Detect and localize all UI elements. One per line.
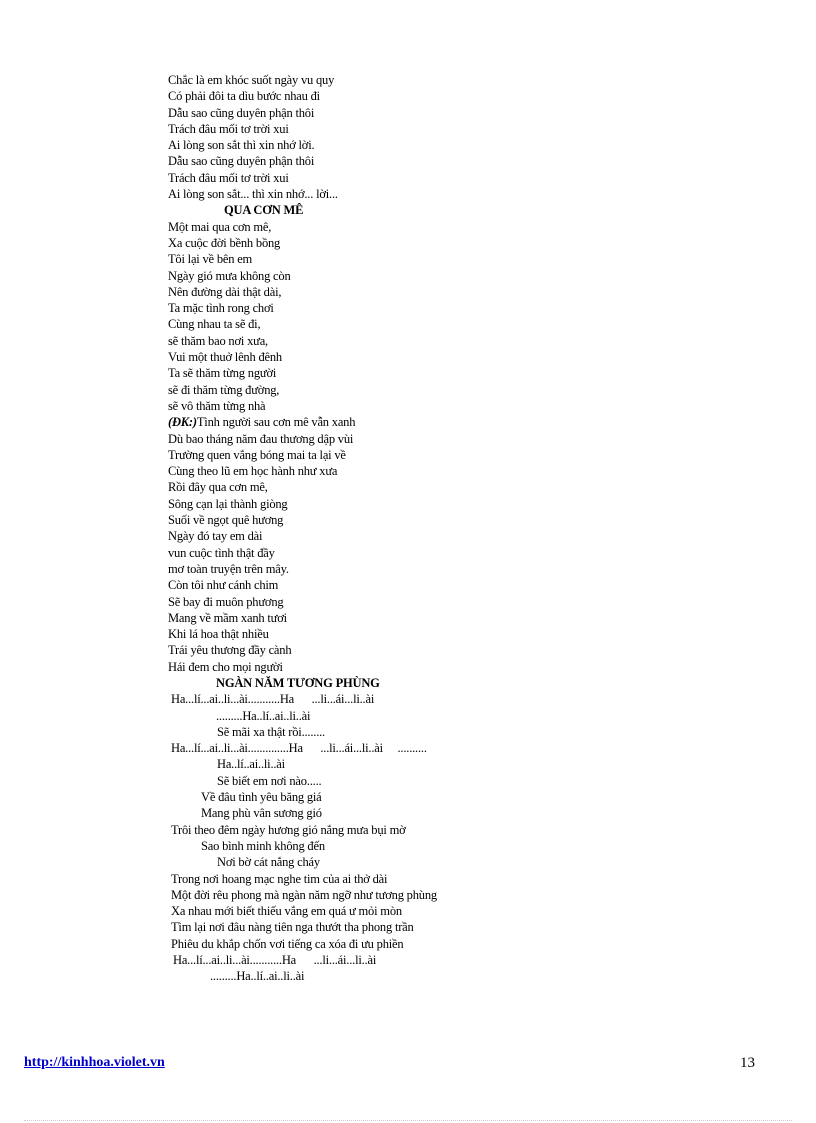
lyric-line: Ai lòng son sắt... thì xin nhớ... lời... (168, 187, 338, 202)
lyric-line: Một mai qua cơn mê, (168, 219, 272, 234)
lyrics-body (168, 72, 728, 985)
lyric-line: .........Ha..lí..ai..li..ài (216, 708, 311, 723)
lyric-line: Về đâu tình yêu băng giá (201, 790, 322, 805)
lyric-line: Trách đâu mối tơ trời xui (168, 170, 289, 185)
lyric-line: sẽ đi thăm từng đường, (168, 382, 280, 397)
lyric-line: Mang phù vân sương gió (201, 806, 322, 821)
lyric-line-text: Tình người sau cơn mê vẫn xanh (196, 415, 356, 430)
lyric-line: Sao bình minh không đến (201, 838, 325, 853)
lyric-line: Ha..lí..ai..li..ài (217, 757, 285, 772)
footer-website-link[interactable]: http://kinhhoa.violet.vn (24, 1055, 165, 1070)
lyric-line: Sẽ biết em nơi nào..... (217, 773, 322, 788)
lyric-line: Có phải đôi ta dìu bước nhau đi (168, 89, 320, 104)
song-title-ngan-nam-tuong-phung: NGÀN NĂM TƯƠNG PHÙNG (216, 675, 380, 690)
lyric-line: Trôi theo đêm ngày hương gió nắng mưa bụi mờ (171, 822, 406, 837)
lyric-line: Ta sẽ thăm từng người (168, 366, 277, 381)
lyric-line: Cùng theo lũ em học hành như xưa (168, 464, 338, 479)
lyric-line: Hái đem cho mọi người (168, 659, 283, 674)
lyric-line: Phiêu du khắp chốn vơi tiếng ca xóa đi ưu phiền (171, 936, 404, 951)
lyric-line: Nên đường dài thật dài, (168, 284, 282, 299)
lyric-line: Ha...lí...ai..li...ài..............Ha ...li...ái...li..ài .......... (171, 741, 427, 756)
chorus-line (168, 414, 728, 430)
lyric-line: Khi lá hoa thật nhiều (168, 627, 269, 642)
lyric-line: Dẫu sao cũng duyên phận thôi (168, 105, 315, 120)
lyric-line: Trong nơi hoang mạc nghe tim của ai thở dài (171, 871, 388, 886)
lyric-line: vun cuộc tình thật đầy (168, 545, 275, 560)
lyric-line: Mang về mầm xanh tươi (168, 610, 287, 625)
lyric-line: Sẽ bay đi muôn phương (168, 594, 284, 609)
lyric-line: Ngày gió mưa không còn (168, 268, 291, 283)
lyric-line: Ai lòng son sắt thì xin nhớ lời. (168, 138, 315, 153)
lyric-line: Vui một thuở lênh đênh (168, 350, 282, 365)
page-number: 13 (740, 1055, 755, 1071)
lyric-line: Tôi lại về bên em (168, 252, 253, 267)
lyric-line: Trách đâu mối tơ trời xui (168, 121, 289, 136)
footer-divider (24, 1120, 792, 1121)
lyric-line: Ngày đó tay em dài (168, 529, 263, 544)
lyric-line: Trường quen vắng bóng mai ta lại về (168, 447, 346, 462)
lyric-line: Một đời rêu phong mà ngàn năm ngỡ như tương phùng (171, 887, 437, 902)
lyric-line: Rồi đây qua cơn mê, (168, 480, 268, 495)
lyric-line: Ha...lí...ai..li...ài...........Ha ...li...ái...li..ài (173, 953, 377, 968)
lyric-line: sẽ thăm bao nơi xưa, (168, 333, 268, 348)
lyric-line: sẽ vô thăm từng nhà (168, 398, 266, 413)
lyric-line: Còn tôi như cánh chim (168, 578, 279, 593)
lyric-line: Dù bao tháng năm đau thương dập vùi (168, 431, 354, 446)
lyric-line: Sẽ mãi xa thật rồi........ (217, 724, 325, 739)
lyric-line: Ta mặc tình rong chơi (168, 301, 274, 316)
lyric-line: Chắc là em khóc suốt ngày vu quy (168, 73, 335, 87)
lyric-line: Xa cuộc đời bềnh bồng (168, 235, 281, 250)
lyric-line: Suối về ngọt quê hương (168, 513, 284, 528)
lyric-line: Trái yêu thương đầy cành (168, 643, 292, 658)
lyric-line: Dẫu sao cũng duyên phận thôi (168, 154, 315, 169)
lyric-line: Tìm lại nơi đâu nàng tiên nga thướt tha phong trần (171, 920, 414, 935)
lyric-line: .........Ha..lí..ai..li..ài (210, 969, 305, 984)
song-title-qua-con-me: QUA CƠN MÊ (224, 203, 304, 218)
lyric-line: Cùng nhau ta sẽ đi, (168, 317, 261, 332)
lyric-line: Sông cạn lại thành giòng (168, 496, 288, 511)
chorus-marker: (ĐK:) (168, 415, 197, 430)
lyric-line: Ha...lí...ai..li...ài...........Ha ...li...ái...li..ài (171, 692, 375, 707)
lyric-line: Xa nhau mới biết thiếu vắng em quá ư mỏi mòn (171, 904, 402, 919)
lyric-line: Nơi bờ cát nắng cháy (217, 855, 320, 870)
lyric-line: mơ toàn truyện trên mây. (168, 561, 289, 576)
